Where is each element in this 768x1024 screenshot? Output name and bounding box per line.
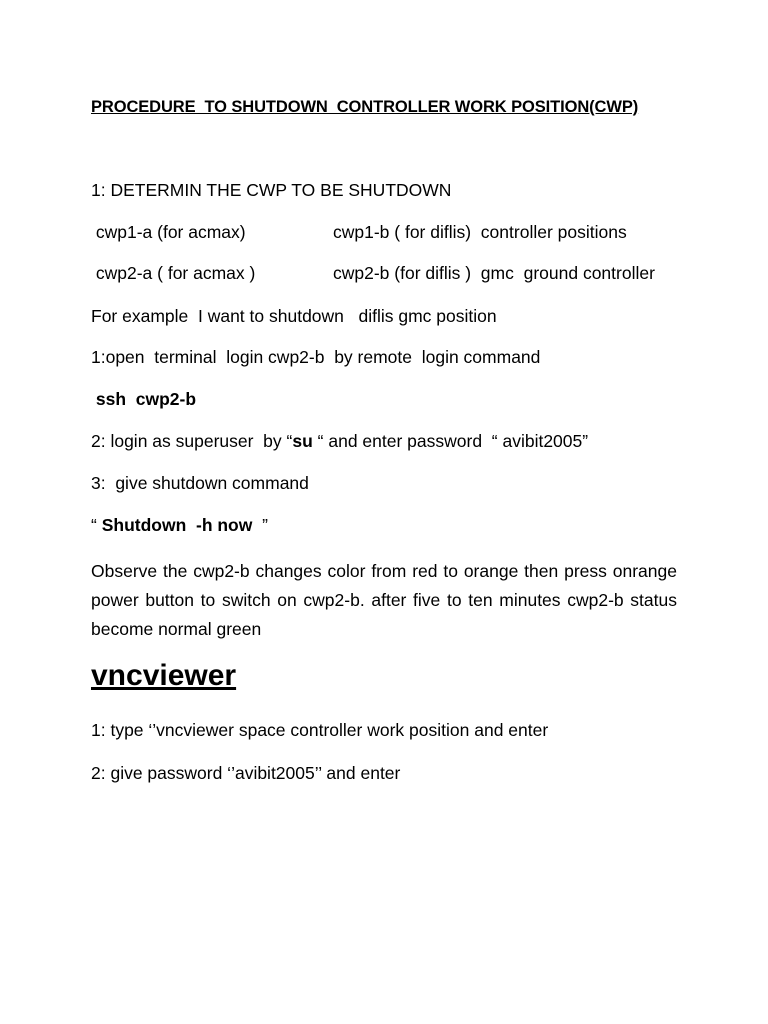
document-title: PROCEDURE TO SHUTDOWN CONTROLLER WORK POSITION(CWP) [91,98,639,116]
vncviewer-heading: vncviewer [91,659,237,692]
step-2-login [91,431,588,451]
step-2-prefix: 2: login as superuser by “ [91,431,293,451]
position-row-1-col1: cwp1-a (for acmax) [91,222,246,242]
vnc-step-1: 1: type ‘’vncviewer space controller work position and enter [91,720,549,740]
position-row-2-col1: cwp2-a ( for acmax ) [91,263,256,283]
step-2-suffix: “ and enter password “ avibit2005” [312,431,589,451]
ssh-command: ssh cwp2-b [91,389,197,409]
position-row-1-col2: cwp1-b ( for diflis) controller positions [333,222,627,242]
example-text: For example I want to shutdown diflis gmc position [91,306,497,326]
step-determine: 1: DETERMIN THE CWP TO BE SHUTDOWN [91,180,452,200]
observe-paragraph: Observe the cwp2-b changes color from red to orange then press onrange power button to switch on cwp2-b. after five to ten minutes cwp2-b status become normal green [91,561,677,639]
vnc-step-2: 2: give password ‘’avibit2005’’ and enter [91,763,401,783]
step-2-su-command: su [292,431,313,451]
shutdown-close-quote: ” [252,515,268,535]
shutdown-command: Shutdown -h now [101,515,253,535]
shutdown-command-line [91,515,268,535]
shutdown-open-quote: “ [91,515,102,535]
position-row-2-col2: cwp2-b (for diflis ) gmc ground controller [333,263,655,283]
step-3-shutdown: 3: give shutdown command [91,473,309,493]
step-1-open-terminal: 1:open terminal login cwp2-b by remote login command [91,347,541,367]
